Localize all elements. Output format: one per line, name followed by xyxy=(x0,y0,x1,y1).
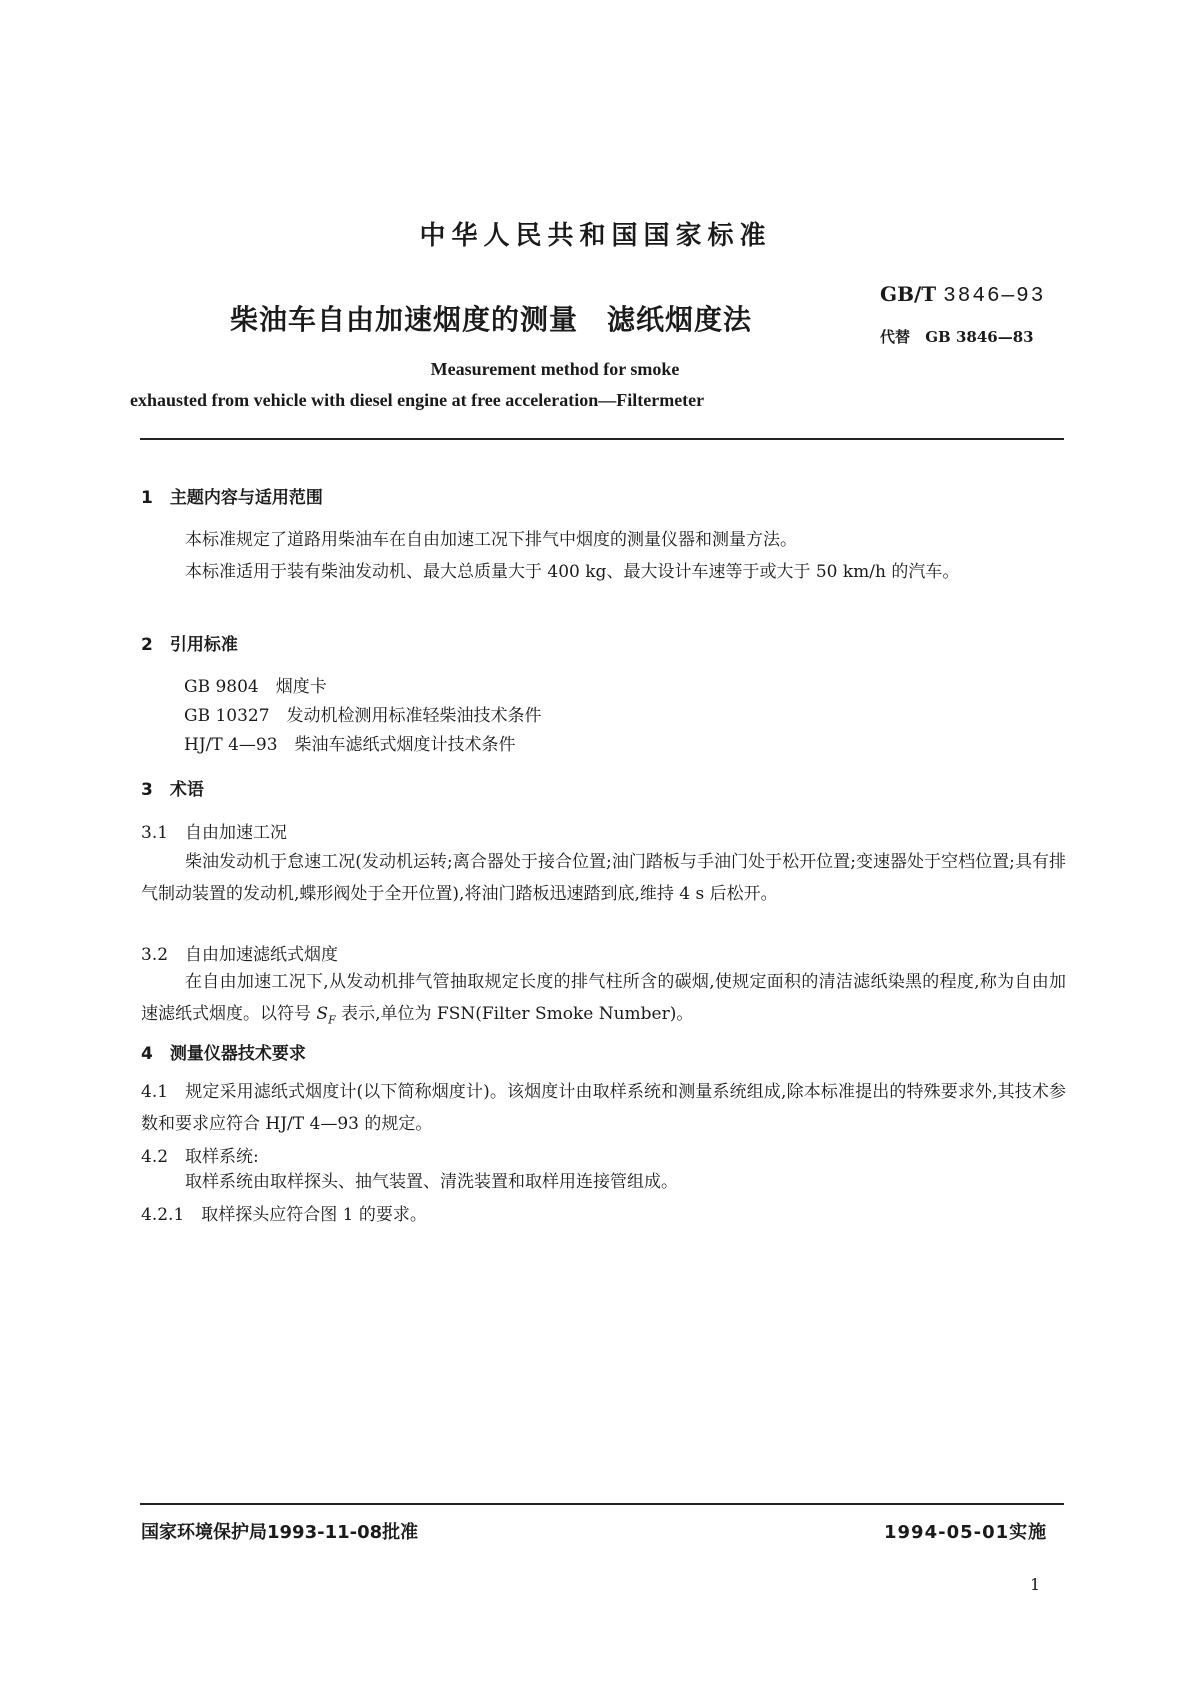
term-3-2-text-b: 表示,单位为 FSN(Filter Smoke Number)。 xyxy=(335,1004,694,1024)
section-1-paragraph-2: 本标准适用于装有柴油发动机、最大总质量大于 400 kg、最大设计车速等于或大于 50 km/h 的汽车。 xyxy=(185,562,960,582)
term-3-2-text xyxy=(141,966,1066,1036)
document-title-cn: 柴油车自由加速烟度的测量 滤纸烟度法 xyxy=(230,303,753,336)
section-2-heading: 2 引用标准 xyxy=(141,635,238,655)
replace-code: GB 3846—83 xyxy=(925,328,1034,346)
national-standard-heading: 中华人民共和国国家标准 xyxy=(419,221,772,251)
section-4-heading: 4 测量仪器技术要求 xyxy=(141,1044,306,1064)
implementation-date: 1994-05-01实施 xyxy=(884,1522,1048,1543)
section-1-paragraph-1: 本标准规定了道路用柴油车在自由加速工况下排气中烟度的测量仪器和测量方法。 xyxy=(185,530,797,550)
reference-item: GB 10327 发动机检测用标准轻柴油技术条件 xyxy=(184,706,542,726)
header-divider xyxy=(140,438,1064,440)
document-title-en-line1: Measurement method for smoke xyxy=(430,359,680,379)
term-3-2-heading: 3.2 自由加速滤纸式烟度 xyxy=(141,945,339,965)
standard-code: 3846—93 xyxy=(943,285,1046,308)
term-3-1-text: 柴油发动机于怠速工况(发动机运转;离合器处于接合位置;油门踏板与手油门处于松开位置;变速器处于空档位置;具有排气制动装置的发动机,蝶形阀处于全开位置),将油门踏板迅速踏到底,维持 4 s 后松开。 xyxy=(141,852,1066,904)
clause-4-2-1: 4.2.1 取样探头应符合图 1 的要求。 xyxy=(141,1205,427,1225)
clause-4-2-heading: 4.2 取样系统: xyxy=(141,1147,259,1167)
standard-prefix: GB/T xyxy=(880,282,937,306)
approval-info: 国家环境保护局1993-11-08批准 xyxy=(141,1522,419,1543)
symbol-sf: $S_F$ xyxy=(316,1004,336,1027)
term-3-2-text-a: 在自由加速工况下,从发动机排气管抽取规定长度的排气柱所含的碳烟,使规定面积的清洁滤纸染黑的程度,称为自由加速滤纸式烟度。以符号 xyxy=(141,972,1066,1024)
standard-number xyxy=(880,282,1045,308)
document-title-en-line2: exhausted from vehicle with diesel engine at free acceleration—Filtermeter xyxy=(130,390,705,410)
term-3-1-heading: 3.1 自由加速工况 xyxy=(141,823,288,843)
clause-4-1: 4.1 规定采用滤纸式烟度计(以下简称烟度计)。该烟度计由取样系统和测量系统组成,除本标准提出的特殊要求外,其技术参数和要求应符合 HJ/T 4—93 的规定。 xyxy=(141,1082,1066,1134)
replaces-standard xyxy=(880,326,1034,347)
replace-label: 代替 xyxy=(880,328,911,346)
reference-item: HJ/T 4—93 柴油车滤纸式烟度计技术条件 xyxy=(184,735,516,755)
footer-divider xyxy=(140,1503,1064,1505)
reference-item: GB 9804 烟度卡 xyxy=(184,677,327,697)
clause-4-2-text: 取样系统由取样探头、抽气装置、清洗装置和取样用连接管组成。 xyxy=(185,1172,678,1192)
section-3-heading: 3 术语 xyxy=(141,780,204,800)
page-number: 1 xyxy=(1030,1575,1041,1594)
section-1-heading: 1 主题内容与适用范围 xyxy=(141,488,323,508)
